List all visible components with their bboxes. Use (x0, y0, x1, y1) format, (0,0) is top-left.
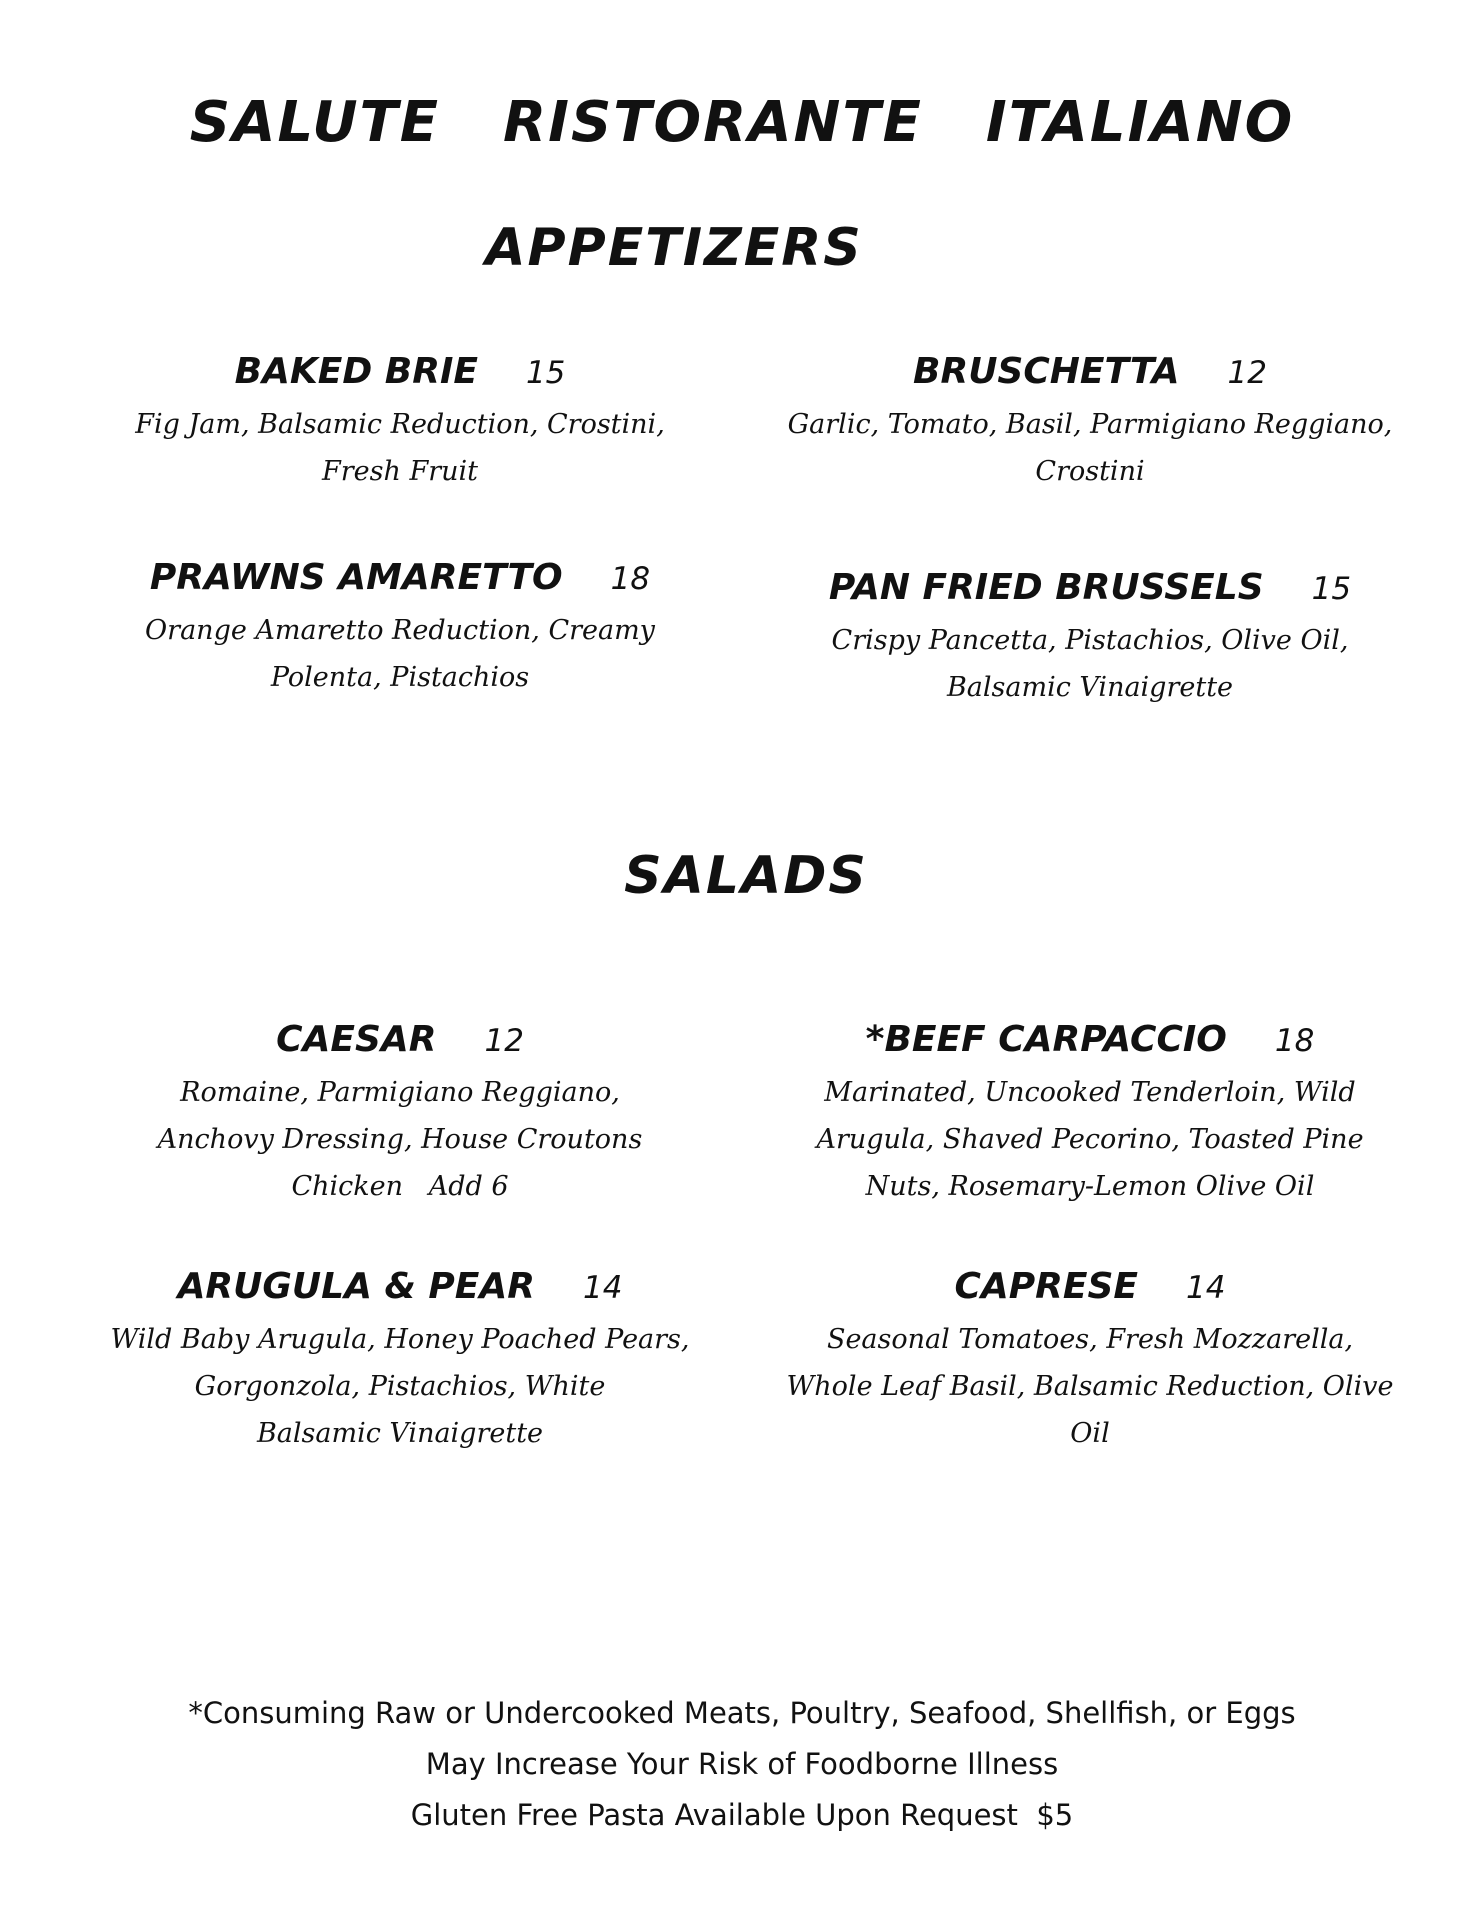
item-name: PRAWNS AMARETTO (149, 557, 563, 598)
footer-line: May Increase Your Risk of Foodborne Illness (425, 1747, 1059, 1781)
item-name: ARUGULA & PEAR (177, 1266, 535, 1307)
description-line: Balsamic Vinaigrette (946, 672, 1234, 703)
description-line: Balsamic Vinaigrette (256, 1418, 544, 1449)
description-line: Romaine, Parmigiano Reggiano, (180, 1077, 620, 1108)
description-line: Arugula, Shaved Pecorino, Toasted Pine (816, 1124, 1364, 1155)
menu-item-baked-brie (90, 350, 710, 495)
restaurant-name: SALUTE RISTORANTE ITALIANO (189, 90, 1295, 155)
item-price: 15 (1311, 571, 1352, 607)
item-name: PAN FRIED BRUSSELS (828, 567, 1264, 608)
item-description (90, 1069, 710, 1210)
item-name: BRUSCHETTA (913, 351, 1180, 392)
footer-line: *Consuming Raw or Undercooked Meats, Poultry, Seafood, Shellfish, or Eggs (188, 1696, 1296, 1730)
description-line: Seasonal Tomatoes, Fresh Mozzarella, (826, 1324, 1354, 1355)
item-price: 12 (1227, 355, 1267, 391)
item-price: 15 (525, 355, 566, 391)
item-description (780, 1316, 1400, 1457)
description-line: Fresh Fruit (322, 456, 478, 487)
footer-notice (0, 1688, 1484, 1841)
item-description (90, 607, 710, 701)
description-line: Crostini (1035, 456, 1145, 487)
menu-item-prawns-amaretto (90, 556, 710, 701)
item-name: CAPRESE (954, 1266, 1139, 1307)
item-name: BAKED BRIE (234, 351, 478, 392)
menu-item-caesar (90, 1018, 710, 1210)
item-description (90, 1316, 710, 1457)
description-line: Garlic, Tomato, Basil, Parmigiano Reggiano, (787, 409, 1393, 440)
item-description (90, 401, 710, 495)
menu-item-arugula-pear (90, 1265, 710, 1457)
description-line: Whole Leaf Basil, Balsamic Reduction, Olive (786, 1371, 1394, 1402)
item-price: 18 (610, 561, 651, 597)
description-line: Polenta, Pistachios (270, 662, 530, 693)
item-description (780, 617, 1400, 711)
menu-item-caprese (780, 1265, 1400, 1457)
item-description (780, 1069, 1400, 1210)
description-line: Crispy Pancetta, Pistachios, Olive Oil, (831, 625, 1349, 656)
description-line: Gorgonzola, Pistachios, White (194, 1371, 606, 1402)
appetizers-heading: APPETIZERS (485, 218, 863, 278)
description-line: Orange Amaretto Reduction, Creamy (145, 615, 655, 646)
item-price: 14 (1186, 1270, 1226, 1306)
salads-heading: SALADS (624, 846, 868, 906)
item-description (780, 401, 1400, 495)
menu-item-bruschetta (780, 350, 1400, 495)
description-line: Wild Baby Arugula, Honey Poached Pears, (110, 1324, 690, 1355)
item-name: *BEEF CARPACCIO (865, 1019, 1227, 1060)
item-price: 14 (582, 1270, 623, 1306)
footer-line: Gluten Free Pasta Available Upon Request $5 (410, 1798, 1074, 1832)
description-line: Chicken Add 6 (291, 1171, 509, 1202)
description-line: Marinated, Uncooked Tenderloin, Wild (824, 1077, 1356, 1108)
description-line: Oil (1070, 1418, 1110, 1449)
menu-item-pan-fried-brussels (780, 566, 1400, 711)
description-line: Anchovy Dressing, House Croutons (157, 1124, 643, 1155)
description-line: Fig Jam, Balsamic Reduction, Crostini, (135, 409, 665, 440)
item-price: 12 (484, 1023, 524, 1059)
menu-item-beef-carpaccio (780, 1018, 1400, 1210)
item-price: 18 (1274, 1023, 1315, 1059)
description-line: Nuts, Rosemary-Lemon Olive Oil (865, 1171, 1315, 1202)
item-name: CAESAR (276, 1019, 437, 1060)
